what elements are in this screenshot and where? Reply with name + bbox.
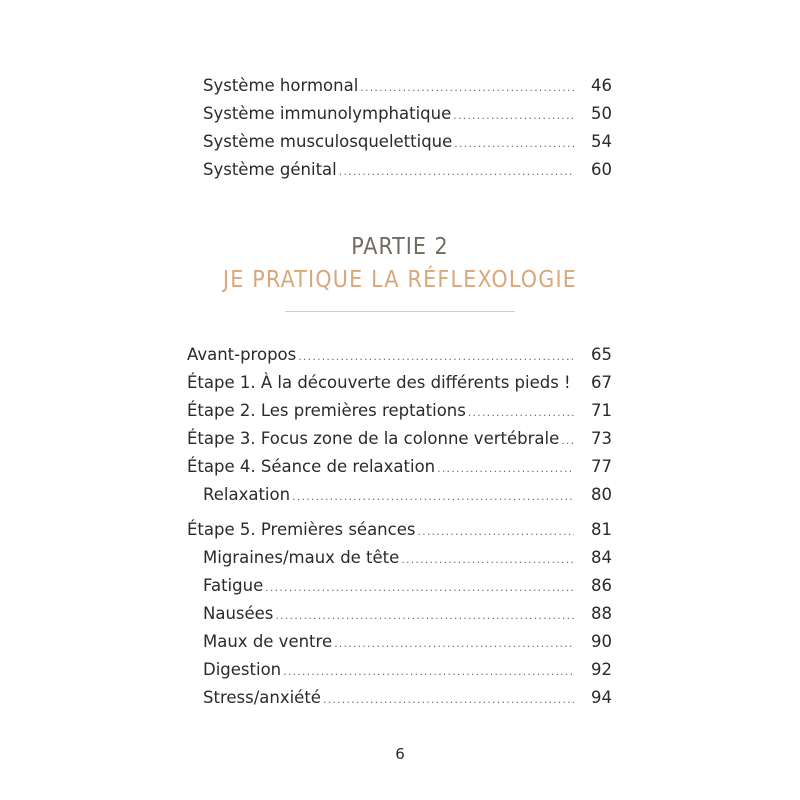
dot-leader <box>573 372 574 398</box>
toc-entry-label: Système musculosquelettique <box>203 132 453 151</box>
part-label: PARTIE 2 <box>351 234 449 260</box>
toc-entry <box>203 157 612 183</box>
toc-entry-page: 90 <box>591 632 612 651</box>
toc-entry-page: 86 <box>591 576 612 595</box>
dot-leader <box>334 631 574 657</box>
toc-entry <box>203 129 612 155</box>
toc-entry-label: Système génital <box>203 160 337 179</box>
toc-entry <box>203 482 612 508</box>
toc-entry-page: 88 <box>591 604 612 623</box>
toc-entry-label: Étape 1. À la découverte des différents pieds ! <box>187 373 571 392</box>
toc-entry <box>187 454 612 480</box>
dot-leader <box>339 159 574 185</box>
toc-entry-label: Fatigue <box>203 576 264 595</box>
dot-leader <box>401 547 574 573</box>
toc-entry-page: 71 <box>591 401 612 420</box>
toc-entry <box>187 426 612 452</box>
toc-entry <box>187 342 612 368</box>
toc-entry <box>203 601 612 627</box>
dot-leader <box>275 603 574 629</box>
page-number: 6 <box>395 745 405 763</box>
toc-entry <box>203 629 612 655</box>
part-title: JE PRATIQUE LA RÉFLEXOLOGIE <box>222 267 578 293</box>
dot-leader <box>561 428 574 454</box>
dot-leader <box>468 400 574 426</box>
toc-entry-label: Étape 3. Focus zone de la colonne vertébrale <box>187 429 560 448</box>
toc-entry-label: Migraines/maux de tête <box>203 548 400 567</box>
toc-entry-page: 77 <box>591 457 612 476</box>
toc-entry-label: Étape 4. Séance de relaxation <box>187 457 436 476</box>
toc-entry-page: 84 <box>591 548 612 567</box>
toc-entry-page: 54 <box>591 132 612 151</box>
dot-leader <box>360 75 574 101</box>
toc-entry <box>203 657 612 683</box>
dot-leader <box>454 131 574 157</box>
toc-entry-label: Étape 5. Premières séances <box>187 520 416 539</box>
toc-entry <box>187 370 612 396</box>
toc-entry-page: 60 <box>591 160 612 179</box>
toc-entry-page: 67 <box>591 373 612 392</box>
toc-entry-page: 65 <box>591 345 612 364</box>
toc-entry <box>203 573 612 599</box>
dot-leader <box>292 484 574 510</box>
toc-entry-label: Relaxation <box>203 485 291 504</box>
toc-entry-label: Système hormonal <box>203 76 359 95</box>
toc-entry-label: Digestion <box>203 660 282 679</box>
toc-entry <box>203 73 612 99</box>
part-divider <box>285 311 515 312</box>
toc-entry-page: 92 <box>591 660 612 679</box>
dot-leader <box>283 659 574 685</box>
dot-leader <box>417 519 574 545</box>
toc-entry <box>187 517 612 543</box>
dot-leader <box>323 687 574 713</box>
toc-entry-label: Nausées <box>203 604 274 623</box>
toc-entry-page: 50 <box>591 104 612 123</box>
toc-entry <box>203 545 612 571</box>
toc-entry <box>203 101 612 127</box>
dot-leader <box>265 575 574 601</box>
dot-leader <box>298 344 574 370</box>
toc-entry-page: 94 <box>591 688 612 707</box>
toc-entry-label: Stress/anxiété <box>203 688 321 707</box>
toc-entry-page: 73 <box>591 429 612 448</box>
toc-entry-page: 46 <box>591 76 612 95</box>
toc-entry-page: 80 <box>591 485 612 504</box>
toc-entry-label: Système immunolymphatique <box>203 104 452 123</box>
toc-entry-label: Avant-propos <box>187 345 297 364</box>
toc-entry-label: Maux de ventre <box>203 632 333 651</box>
toc-entry-page: 81 <box>591 520 612 539</box>
toc-entry <box>187 398 612 424</box>
dot-leader <box>453 103 574 129</box>
toc-entry <box>203 685 612 711</box>
dot-leader <box>437 456 574 482</box>
toc-entry-label: Étape 2. Les premières reptations <box>187 401 466 420</box>
